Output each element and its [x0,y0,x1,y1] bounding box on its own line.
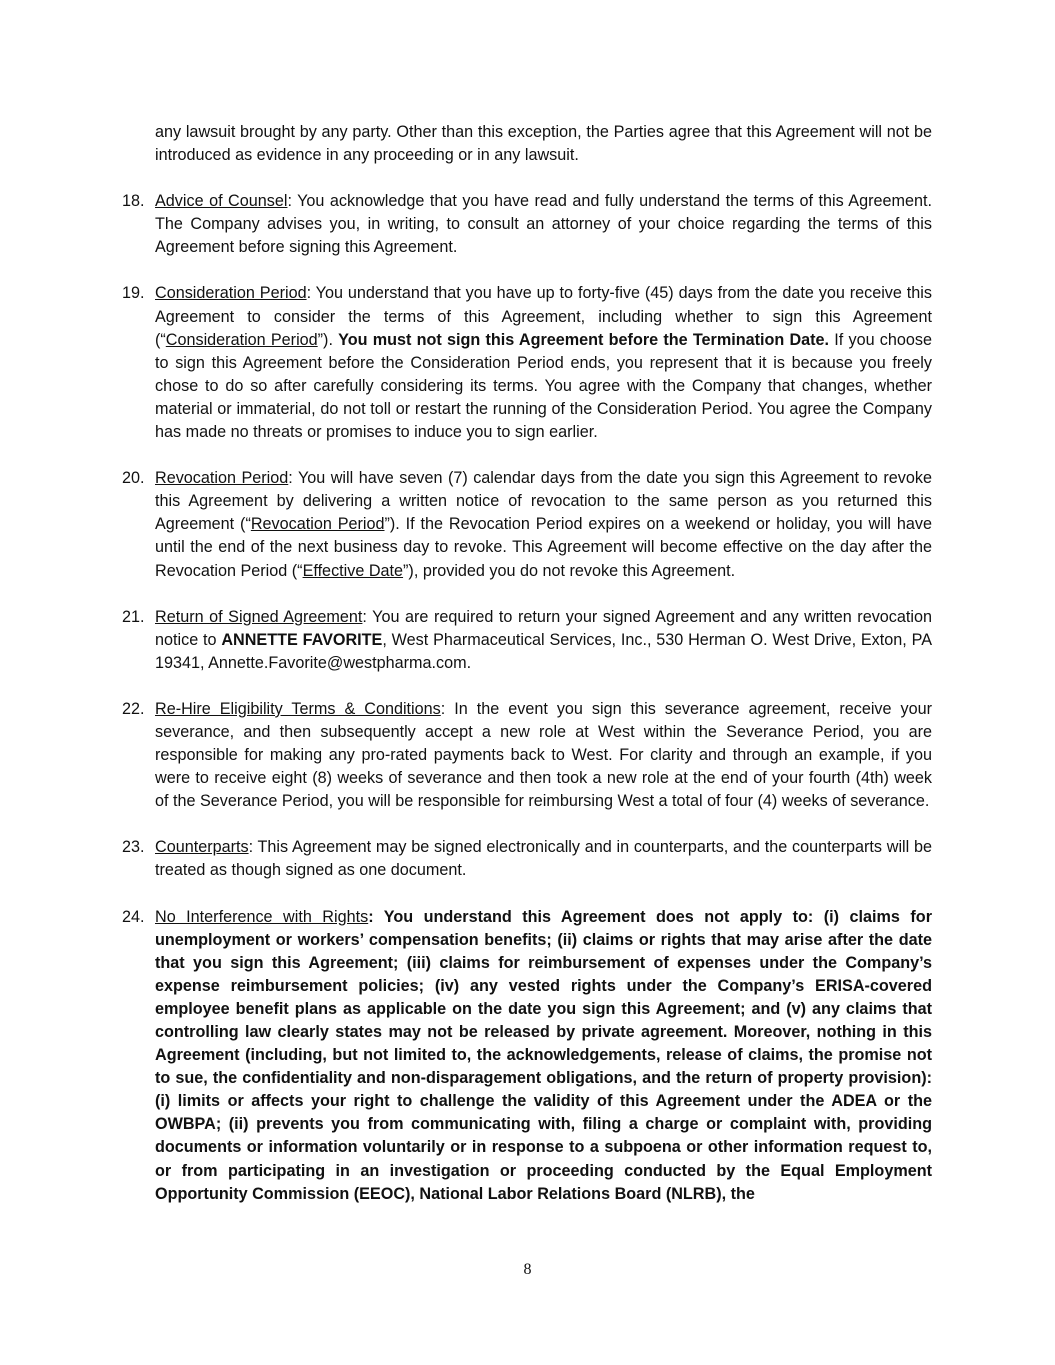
section-text: : In the event you sign this severance agreement, receive your severance, and then subsequently accept a new role at West within the Severance Period, you are responsible for making any pro-rated payments back to West. For clarity and through an example, if you were to receive eight (8) weeks of severance and then took a new role at the end of your fourth (4th) week of the Severance Period, you will be responsible for reimbursing West a total of four (4) weeks of severance. [155,699,933,811]
section-number: 24. [122,907,145,926]
section-text: : You are required to return your signed Agreement and any written revocation notice to [155,607,932,649]
section-heading: No Interference with Rights [155,907,369,926]
contact-name: ANNETTE FAVORITE [221,630,383,649]
defined-term: Consideration Period [165,330,318,349]
section-22-re-hire-eligibility [122,698,932,813]
section-heading: Advice of Counsel [155,192,288,211]
section-20-revocation-period [122,467,932,582]
section-19-consideration-period [122,282,932,444]
page-number: 8 [523,1261,532,1278]
section-heading: Return of Signed Agreement [155,607,363,626]
section-text: ”). If the Revocation Period expires on a weekend or holiday, you will have until the end of the next business day to revoke. This Agreement will become effective on the day after the Revocation Period (“ [155,515,932,580]
section-18-advice-of-counsel [122,190,932,259]
section-text: ”). [317,330,339,349]
defined-term: Effective Date [302,561,404,580]
section-21-return-of-signed-agreement [122,606,932,675]
section-text: ”), provided you do not revoke this Agreement. [403,561,736,580]
document-body [122,121,932,1206]
section-number: 23. [122,838,145,857]
section-text: : You acknowledge that you have read and fully understand the terms of this Agreement. The Company advises you, in writing, to consult an attorney of your choice regarding the terms of this Agreement before signing this Agreement. [155,192,932,257]
section-text: : You will have seven (7) calendar days from the date you sign this Agreement to revoke this Agreement by delivering a written notice of revocation to the same person as you returned this Agreement (“ [155,469,932,534]
bold-text: You must not sign this Agreement before the Termination Date. [338,330,830,349]
section-text: If you choose to sign this Agreement before the Consideration Period ends, you represent that it is because you freely chose to do so after carefully considering its terms. You agree with the Company that changes, whether material or immaterial, do not toll or restart the running of the Consideration Period. You agree the Company has made no threats or promises to induce you to sign earlier. [155,330,932,442]
section-heading: Re-Hire Eligibility Terms & Conditions [155,699,441,718]
section-text: , West Pharmaceutical Services, Inc., 530 Herman O. West Drive, Exton, PA 19341, Annette.Favorite@westpharma.com. [155,630,932,672]
section-number: 21. [122,607,145,626]
section-number: 20. [122,469,145,488]
section-text: : You understand that you have up to forty-five (45) days from the date you receive this Agreement to consider the terms of this Agreement, including whether to sign this Agreement (“ [155,284,932,349]
section-heading: Counterparts [155,838,249,857]
section-number: 19. [122,284,145,303]
section-text: : This Agreement may be signed electronically and in counterparts, and the counterparts will be treated as though signed as one document. [155,838,932,880]
section-number: 22. [122,699,145,718]
intro-paragraph: any lawsuit brought by any party. Other than this exception, the Parties agree that this Agreement will not be introduced as evidence in any proceeding or in any lawsuit. [155,123,932,165]
section-heading: Revocation Period [155,469,289,488]
section-number: 18. [122,192,145,211]
section-23-counterparts [122,836,932,882]
section-heading: Consideration Period [155,284,307,303]
section-24-no-interference-with-rights [122,906,932,1206]
bold-text: : You understand this Agreement does not apply to: (i) claims for unemployment or workers’ compensation benefits; (ii) claims or rights that may arise after the date that you sign this Agreement; (iii) claims for reimbursement of expenses under the Company’s expense reimbursement policies; (iv) any vested rights under the Company’s ERISA-covered employee benefit plans as applicable on the date you sign this Agreement; and (v) any claims that controlling law clearly states may not be released by private agreement. Moreover, nothing in this Agreement (including, but not limited to, the acknowledgements, release of claims, the promise not to sue, the confidentiality and non-disparagement obligations, and the return of property provision): (i) limits or affects your right to challenge the validity of this Agreement under the ADEA or the OWBPA; (ii) prevents you from communicating with, filing a charge or complaint with, providing documents or information voluntarily or in response to a subpoena or other information request to, or from participating in an investigation or proceeding conducted by the Equal Employment Opportunity Commission (EEOC), National Labor Relations Board (NLRB), the [155,907,932,1203]
defined-term: Revocation Period [250,515,385,534]
